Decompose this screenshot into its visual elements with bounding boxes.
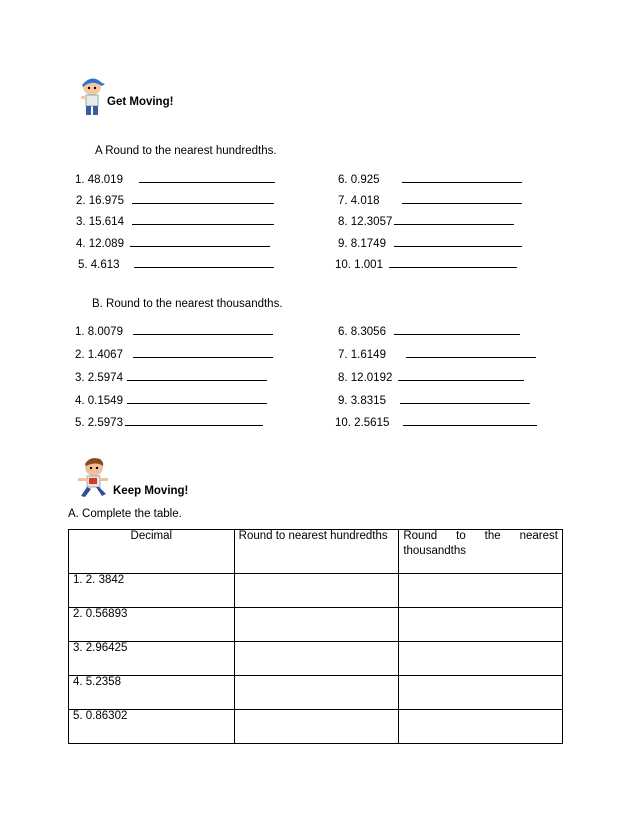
b-item-2: 2. 1.4067 (75, 347, 273, 361)
b-item-5: 5. 2.5973 (75, 415, 263, 429)
a-item-7: 7. 4.018 (338, 193, 522, 207)
b-item-10: 10. 2.5615 (335, 415, 537, 429)
section-b-heading: B. Round to the nearest thousandths. (92, 298, 283, 310)
b-item-8: 8. 12.0192 (338, 370, 524, 384)
a-item-2: 2. 16.975 (76, 193, 274, 207)
b-item-6: 6. 8.3056 (338, 324, 520, 338)
answer-cell-thousandths[interactable] (399, 710, 563, 744)
table-row (69, 676, 563, 710)
b-item-7: 7. 1.6149 (338, 347, 536, 361)
table-row (69, 642, 563, 676)
answer-cell-hundredths[interactable] (234, 608, 399, 642)
decimal-cell: 3. 2.96425 (69, 642, 235, 676)
boy-with-cap-icon (78, 75, 108, 117)
answer-cell-hundredths[interactable] (234, 574, 399, 608)
b-item-4: 4. 0.1549 (75, 393, 267, 407)
header-thousandths: Round to the nearest thousandths (399, 530, 563, 574)
answer-cell-hundredths[interactable] (234, 710, 399, 744)
b-item-1: 1. 8.0079 (75, 324, 273, 338)
a-item-8: 8. 12.3057 (338, 214, 514, 228)
rounding-table (68, 529, 563, 744)
table-row (69, 574, 563, 608)
a-item-10: 10. 1.001 (335, 257, 517, 271)
decimal-cell: 1. 2. 3842 (69, 574, 235, 608)
keep-moving-title: Keep Moving! (113, 485, 189, 497)
answer-cell-hundredths[interactable] (234, 676, 399, 710)
a-item-1: 1. 48.019 (75, 172, 275, 186)
table-row (69, 710, 563, 744)
b-item-3: 3. 2.5974 (75, 370, 267, 384)
answer-cell-thousandths[interactable] (399, 574, 563, 608)
a-item-9: 9. 8.1749 (338, 236, 522, 250)
answer-cell-thousandths[interactable] (399, 642, 563, 676)
a-item-5: 5. 4.613 (78, 257, 274, 271)
get-moving-title: Get Moving! (107, 96, 174, 108)
answer-cell-thousandths[interactable] (399, 676, 563, 710)
a-item-4: 4. 12.089 (76, 236, 270, 250)
decimal-cell: 4. 5.2358 (69, 676, 235, 710)
answer-cell-thousandths[interactable] (399, 608, 563, 642)
a-item-3: 3. 15.614 (76, 214, 274, 228)
decimal-cell: 2. 0.56893 (69, 608, 235, 642)
table-instruction: A. Complete the table. (68, 508, 182, 520)
section-a-heading: A Round to the nearest hundredths. (95, 145, 277, 157)
table-row (69, 608, 563, 642)
running-boy-icon (74, 456, 112, 500)
header-decimal: Decimal (69, 530, 235, 574)
header-hundredths: Round to nearest hundredths (234, 530, 399, 574)
a-item-6: 6. 0.925 (338, 172, 522, 186)
b-item-9: 9. 3.8315 (338, 393, 530, 407)
answer-cell-hundredths[interactable] (234, 642, 399, 676)
decimal-cell: 5. 0.86302 (69, 710, 235, 744)
